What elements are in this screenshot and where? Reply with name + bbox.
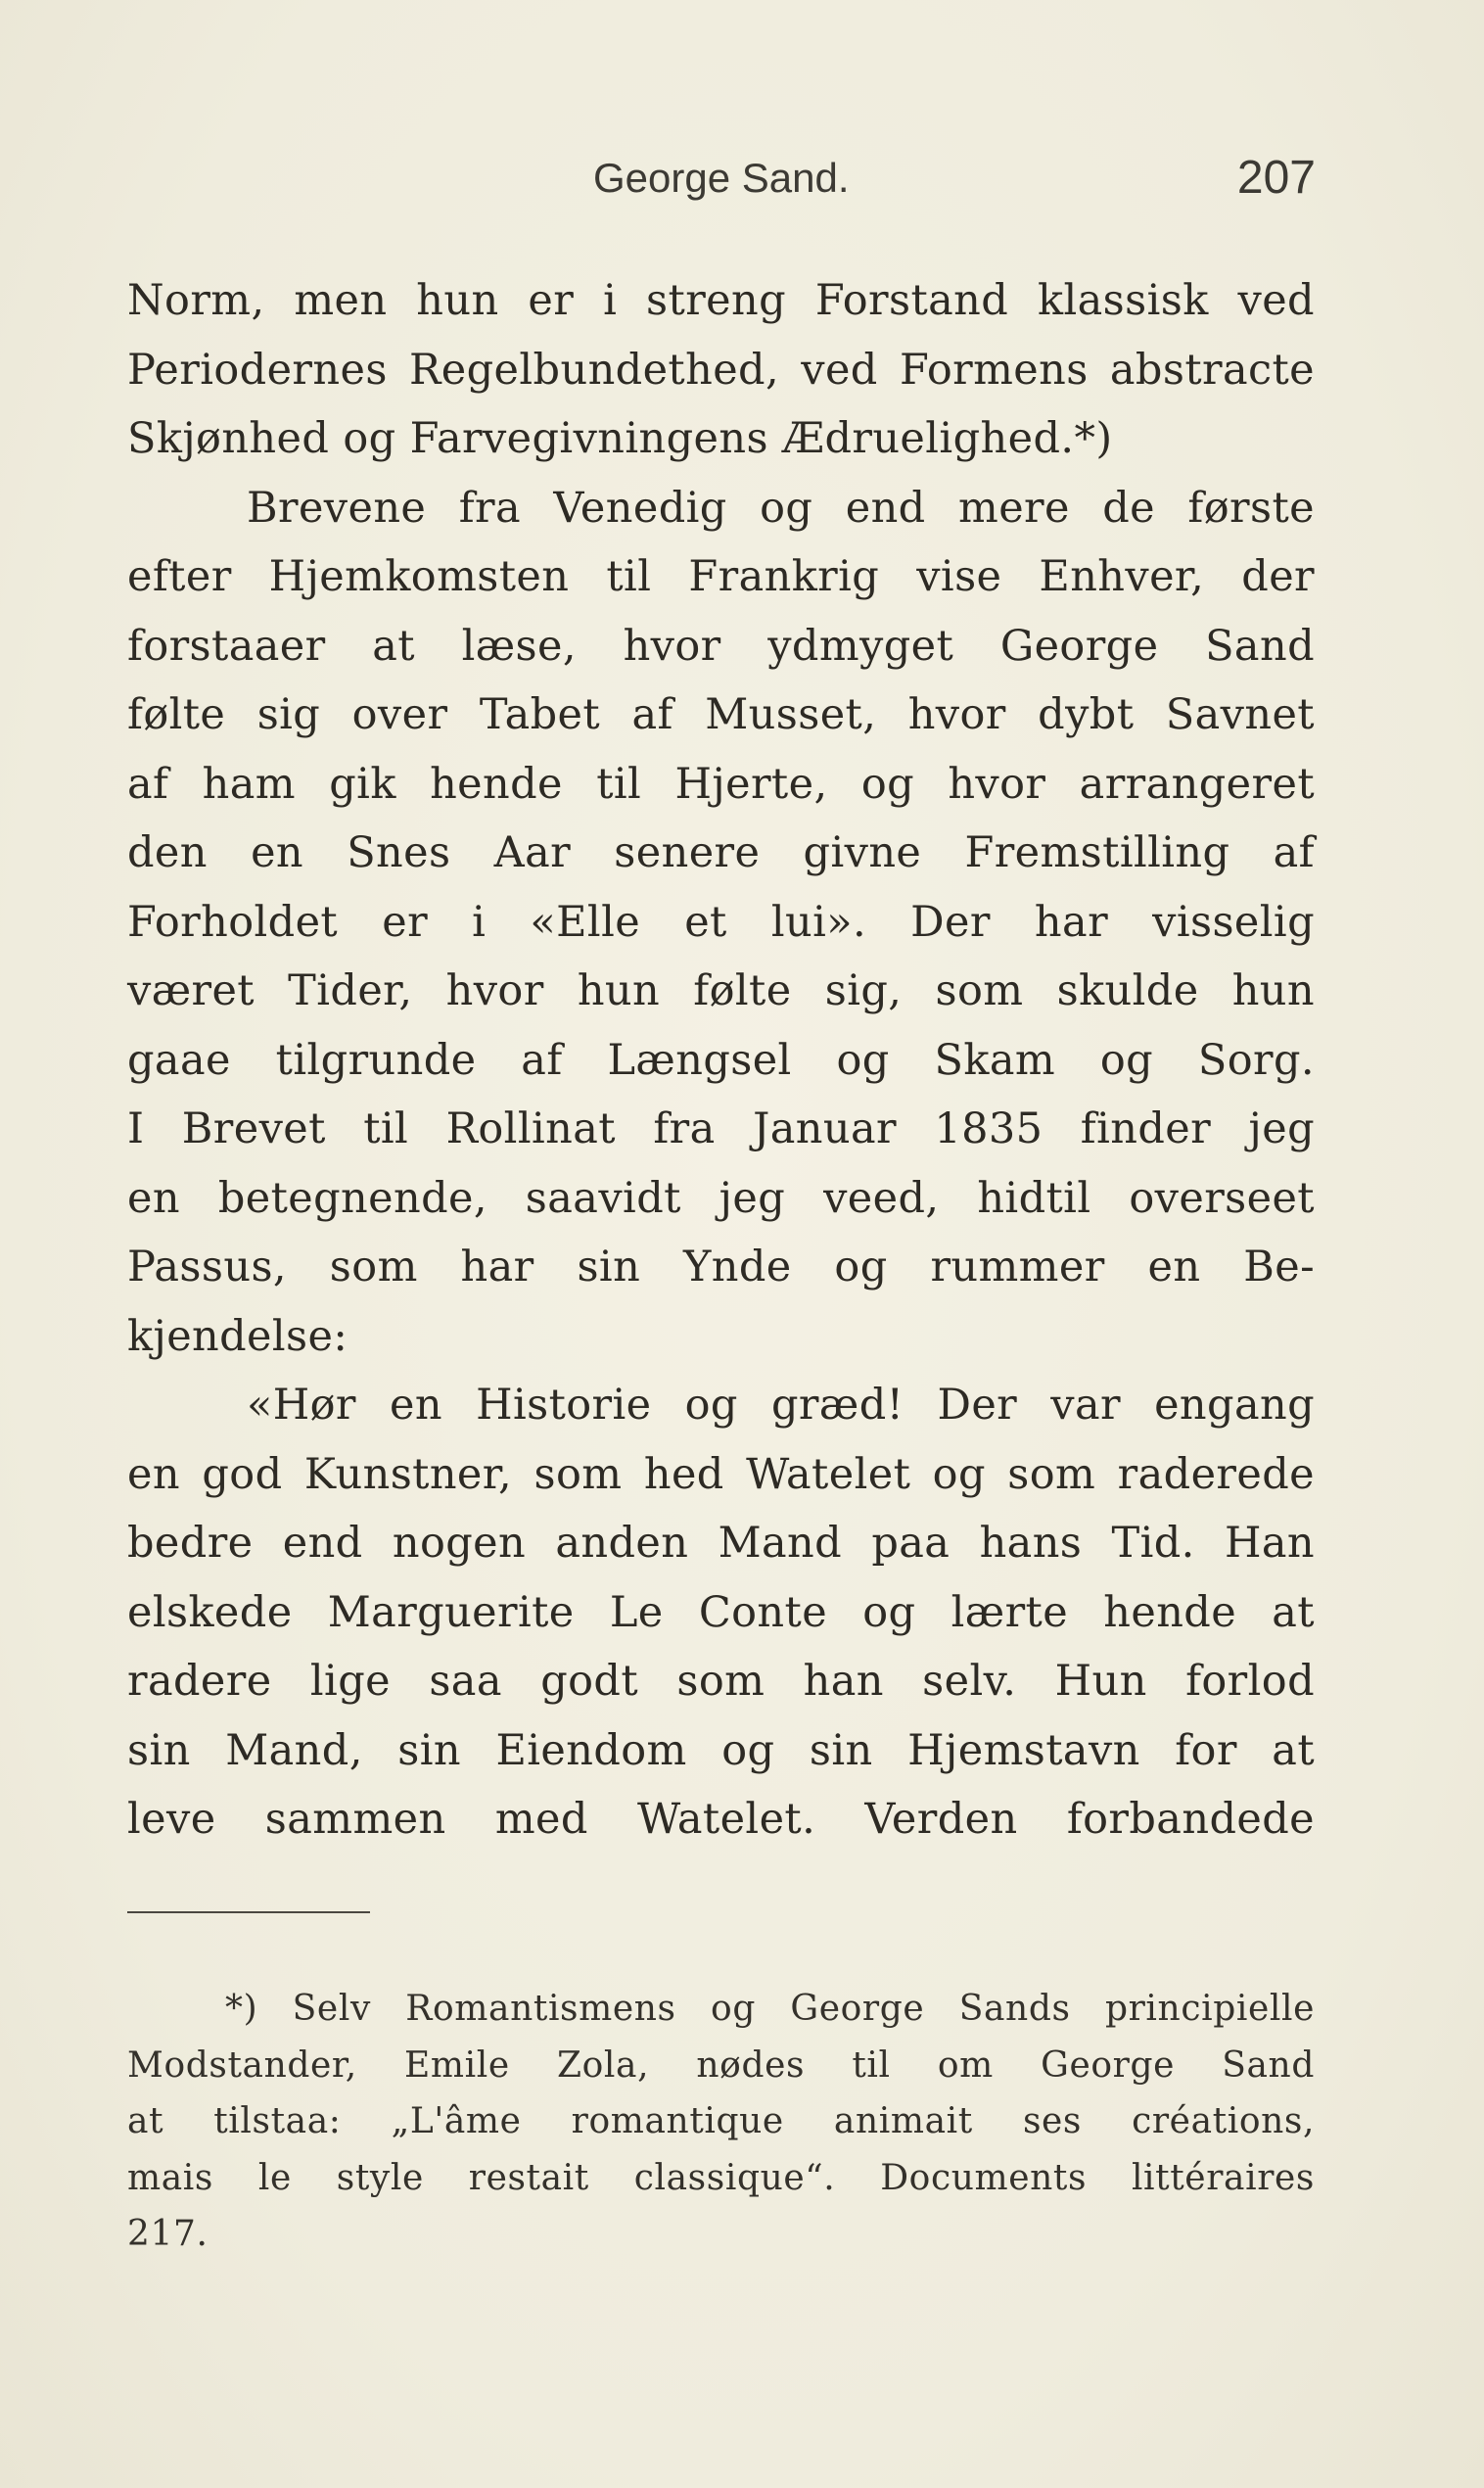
text-line: Norm, men hun er i streng Forstand klassisk ved (127, 276, 1315, 325)
text-line: radere lige saa godt som han selv. Hun forlod (127, 1657, 1315, 1706)
text-line: Brevene fra Venedig og end mere de første (247, 483, 1315, 533)
footnote-line: mais le style restait classique“. Documents littéraires (127, 2157, 1315, 2198)
body-text (127, 266, 1315, 1854)
page-number: 207 (1236, 152, 1316, 204)
text-line: kjendelse: (127, 1311, 348, 1361)
text-line: Forholdet er i «Elle et lui». Der har visselig (127, 897, 1315, 947)
text-line: Periodernes Regelbundethed, ved Formens abstracte (127, 345, 1315, 395)
footnote-line: 217. (127, 2214, 209, 2254)
text-line: Passus, som har sin Ynde og rummer en Be- (127, 1243, 1315, 1291)
text-line: en god Kunstner, som hed Watelet og som raderede (127, 1449, 1315, 1499)
text-line: elskede Marguerite Le Conte og lærte hende at (127, 1587, 1315, 1637)
running-header-title: George Sand. (593, 155, 850, 201)
text-line: efter Hjemkomsten til Frankrig vise Enhver, der (127, 552, 1315, 601)
text-line: af ham gik hende til Hjerte, og hvor arrangeret (127, 759, 1315, 809)
text-line: «Hør en Historie og græd! Der var engang (247, 1381, 1315, 1430)
footnote-line: *) Selv Romantismens og George Sands principielle (225, 1989, 1315, 2029)
text-line: en betegnende, saavidt jeg veed, hidtil overseet (127, 1173, 1315, 1223)
text-line: følte sig over Tabet af Musset, hvor dybt Savnet (127, 690, 1315, 739)
text-line: den en Snes Aar senere givne Fremstilling af (127, 828, 1315, 877)
text-line: Skjønhed og Farvegivningens Ædruelighed.*) (127, 414, 1113, 463)
text-line: I Brevet til Rollinat fra Januar 1835 finder jeg (127, 1104, 1315, 1153)
text-line: forstaaer at læse, hvor ydmyget George Sand (127, 621, 1315, 671)
text-line: leve sammen med Watelet. Verden forbandede (127, 1795, 1315, 1844)
footnotes (127, 1981, 1315, 2263)
footnote-line: Modstander, Emile Zola, nødes til om George Sand (127, 2044, 1315, 2086)
footnote-divider (127, 1911, 370, 1913)
text-line: gaae tilgrunde af Længsel og Skam og Sorg. (127, 1035, 1315, 1085)
text-line: bedre end nogen anden Mand paa hans Tid. Han (127, 1519, 1315, 1568)
text-line: været Tider, hvor hun følte sig, som skulde hun (127, 966, 1315, 1015)
text-line: sin Mand, sin Eiendom og sin Hjemstavn for at (127, 1725, 1315, 1775)
footnote-line: at tilstaa: „L'âme romantique animait ses créations, (127, 2101, 1315, 2141)
